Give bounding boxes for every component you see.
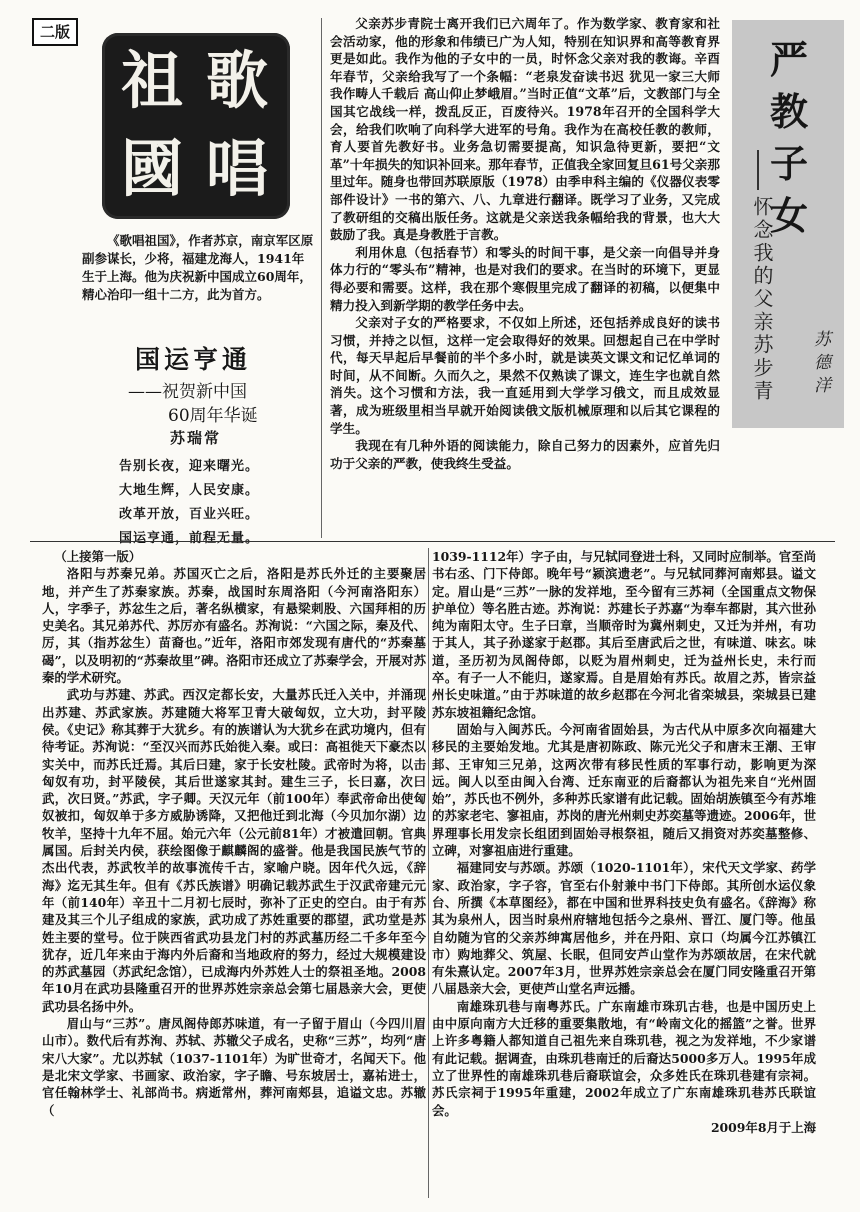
history-paragraph <box>42 1015 426 1119</box>
paragraph-lead: 南雄珠玑巷与南粤苏氏。 <box>456 998 599 1014</box>
history-paragraph <box>432 721 816 859</box>
article-paragraph: 父亲对子女的严格要求，不仅如上所述，还包括养成良好的读书习惯，并持之以恒，这样一定会取得好的效果。回想起自己在中学时代，每天早起后早餐前的半个多小时，就是读英文课文和记忆单词的时间，从不间断。久而久之，果然不仅熟读了课文，连生字也就自然消失。这个习惯和方法，我一直延用到大学学习俄文，而且成效显著，成为班级里相当早就开始阅读俄文版机械原理和以后其它课程的学生。 <box>330 315 720 436</box>
paragraph-text: 广东南雄市珠玑古巷，也是中国历史上由中原向南方大迁移的重要集散地，有“岭南文化的摇篮”之誉。世界上许多粤籍人都知道自己祖先来自珠玑巷，视之为发祥地，不少家谱有此记载。据调查，由珠玑巷南迁的后裔达5000多万人。1995年成立了世界性的南雄珠玑巷后裔联谊会，众多姓氏在珠玑巷建有宗祠。苏氏宗祠于1995年重建，2002年成立了广东南雄珠玑巷苏氏联谊会。 <box>432 998 817 1118</box>
memoir-article <box>330 15 720 472</box>
poem-line: 国运亨通，前程无量。 <box>119 531 260 546</box>
headline-author: 苏德洋 <box>810 330 830 399</box>
history-paragraph <box>42 686 426 1015</box>
paragraph-text: 唐凤阁侍郎苏味道，有一子留于眉山（今四川眉山市）。数代后有苏洵、苏轼、苏辙父子成名，史称“三苏”，均列“唐宋八大家”。尤以苏轼（1037-1101年）为旷世奇才，名闻天下。他是北宋文学家、书画家、政治家，字子瞻、号东坡居士，嘉祐进士，官任翰林学士、礼部尚书。病逝常州，葬河南郏县，追谥文忠。苏辙（ <box>42 1016 426 1118</box>
column-divider <box>321 18 322 538</box>
poem-line: 改革开放，百业兴旺。 <box>119 507 260 522</box>
paragraph-lead: 洛阳与苏秦兄弟。 <box>66 566 174 582</box>
seal-caption: 《歌唱祖国》，作者苏京，南京军区原副参谋长，少将，福建龙海人，1941年生于上海。他为庆祝新中国成立60周年，精心治印一组十二方，此为首方。 <box>82 233 314 302</box>
headline-char: 子 <box>769 142 808 186</box>
headline-char: 严 <box>769 38 808 82</box>
paragraph-text: 苏颂（1020-1101年），宋代天文学家、药学家、政治家，字子容，官至右仆射兼中书门下侍郎。其所创水运仪象台、所撰《本草图经》，都在中国和世界科技史负有盛名。《辞海》称其为泉州人，因当时泉州府辖地包括今之泉州、晋江、厦门等。他虽自幼随为官的父亲苏绅寓居他乡，并在丹阳、京口（均属今江苏镇江市）购地葬父、筑屋、长眠，但同安芦山堂作为苏颂故居，在宋代就有朱熹认定。2007年3月，世界苏姓宗亲总会在厦门同安隆重召开第八届恳亲大会，更使芦山堂名声远播。 <box>432 860 817 997</box>
poem-line: 告别长夜，迎来曙光。 <box>119 459 260 474</box>
history-paragraph <box>42 565 426 686</box>
poem-subtitle-line1: ——祝贺新中国 <box>128 382 247 402</box>
seal-char: 歌 <box>205 44 268 117</box>
article-paragraph: 父亲苏步青院士离开我们已六周年了。作为数学家、教育家和社会活动家，他的形象和伟绩已广为人知，特别在知识界和高等教育界更是如此。我作为他的子女中的一员，时怀念父亲对我的教诲。辛酉年春节，父亲给我写了一个条幅：“老泉发奋读书迟 犹见一家三大师 我作畴人千载后 高山仰止梦峨眉。”当时正值“文革”后，文教部门与全国其它战线一样，拨乱反正，百废待兴。1978年召开的全国科学大会，给我们吹响了向科学大进军的号角。我作为在高校任教的教师，育人要首先教好书。业务急切需要提高，知识急待更新，要把“文革”十年损失的知识补回来。那年春节，正值我全家回复旦61号父亲那里过年。随身也带回苏联原版（1978）由季申科主编的《仪器仪表零部件设计》一书的第六、八、九章进行翻译。既学习了业务，又完成了教研组的交稿出版任务。这就是父亲送我条幅给我的背景，也大大鼓励了我。真是身教胜于言教。 <box>330 16 720 243</box>
column-divider <box>428 548 429 1198</box>
headline-char: 教 <box>769 90 808 134</box>
seal-char: 祖 <box>120 44 183 117</box>
paragraph-text: 1039-1112年）字子由，与兄轼同登进士科，又同时应制举。官至尚书右丞、门下侍郎。晚年号“颍滨遗老”。与兄轼同葬河南郏县。谥文定。眉山是“三苏”一脉的发祥地，至今留有三苏祠（全国重点文物保护单位）等名胜古迹。苏洵说：苏建长子苏嘉“为奉车都尉，其六世孙纯为南阳太守。生子曰章，当顺帝时为冀州刺史，又迁为并州，有功于其人，其子孙遂家于赵郡。其后至唐武后之世，有味道、味玄。味道，圣历初为凤阁侍郎，以贬为眉州刺史，迁为益州长史，未行而卒。有子一人不能归，遂家焉。自是眉始有苏氏。故眉之苏，皆宗益州长史味道。”由于苏味道的故乡赵郡在今河北省栾城县，栾城县已建苏东坡祖籍纪念馆。 <box>432 549 816 720</box>
sign-off: 2009年8月于上海 <box>710 1119 816 1135</box>
history-column-left <box>42 548 426 1119</box>
edition-label: 二版 <box>32 18 78 46</box>
continued-label: （上接第一版） <box>54 549 142 564</box>
headline-subtitle: 怀念我的父亲苏步青 <box>750 196 774 403</box>
article-paragraph: 我现在有几种外语的阅读能力，除自己努力的因素外，应首先归功于父亲的严教，使我终生受益。 <box>330 438 720 471</box>
paragraph-lead: 眉山与“三苏”。 <box>66 1016 159 1032</box>
history-paragraph <box>432 548 816 721</box>
history-column-right <box>432 548 816 1136</box>
seal-char: 唱 <box>205 132 268 205</box>
seal-image <box>102 33 290 219</box>
paragraph-text: 西汉定都长安，大量苏氏迁入关中，并涌现出苏建、苏武家族。苏建随大将军卫青大破匈奴，立大功，封平陵侯。《史记》称其葬于大犹乡。有的族谱认为大犹乡在武功境内，但有待考证。苏洵说：“至汉兴而苏氏始徙入秦。或曰：高祖徙天下豪杰以实关中，而苏氏迁焉。其后曰建，家于长安杜陵。武帝时为将，以击匈奴有功，封平陵侯，其后世遂家其封。建生三子，长曰嘉，次曰武，次曰贤。”苏武，字子卿。天汉元年（前100年）奉武帝命出使匈奴被扣，匈奴单于多方威胁诱降，又把他迁到北海（今贝加尔湖）边牧羊，坚持十九年不屈。始元六年（公元前81年）才被遣回朝。官典属国。后封关内侯，获绘图像于麒麟阁的盛誉。他是我国民族气节的杰出代表，苏武牧羊的故事流传千古，家喻户晓。因年代久远，《辞海》迄无其生年。但有《苏氏族谱》明确记载苏武生于汉武帝建元元年（前140年）辛丑十二月初七辰时，弥补了正史的空白。由于有苏建及其三个儿子组成的家族，武功成了苏姓重要的郡望，武功堂是苏姓主要的堂号。位于陕西省武功县龙门村的苏武墓历经二千多年至今犹存，近几年来由于海内外后裔和当地政府的努力，经过大规模建设的苏武墓园（苏武纪念馆），已成海内外苏姓人士的祭祖圣地。2008年10月在武功县隆重召开的世界苏姓宗亲总会第七届恳亲大会，更使武功县名扬中外。 <box>42 687 427 1014</box>
poem-author: 苏瑞常 <box>170 429 222 447</box>
paragraph-lead: 固始与入闽苏氏。 <box>456 721 560 737</box>
headline-dash <box>757 150 759 190</box>
history-paragraph <box>432 859 816 997</box>
paragraph-lead: 武功与苏建、苏武。 <box>66 687 183 703</box>
paragraph-text: 今河南省固始县，为古代从中原多次向福建大移民的主要始发地。尤其是唐初陈政、陈元光父子和唐末王潮、王审邽、王审知三兄弟，这两次带有移民性质的军事行动，影响更为深远。闽人以至由闽入台湾、迁东南亚的后裔都认为祖先来自“光州固始”，苏氏也不例外，多种苏氏家谱有此记载。固始胡族镇至今有苏堆的苏家老宅、寥祖庙，苏岗的唐光州刺史苏奕墓等遗迹。2006年，世界理事长用发宗长组团到固始寻根祭祖，随后又捐资对苏奕墓整修、立碑，对寥祖庙进行重建。 <box>432 721 817 859</box>
seal-char: 國 <box>120 132 183 205</box>
article-paragraph: 利用休息（包括春节）和零头的时间干事，是父亲一向倡导并身体力行的“零头布”精神，也是对我们的要求。在当时的环境下，更显得必要和需要。这样，我在那个寒假里完成了翻译的初稿，以便集中精力投入到新学期的教学任务中去。 <box>330 244 720 313</box>
section-divider <box>30 541 835 542</box>
headline-char: 女 <box>769 194 808 238</box>
paragraph-text: 苏国灭亡之后，洛阳是苏氏外迁的主要聚居地，并产生了苏秦家族。苏秦，战国时东周洛阳（今河南洛阳东）人，字季子，苏忿生之后，著名纵横家，有悬梁刺股、六国拜相的历史美名。其兄弟苏代、苏厉亦有盛名。苏洵说：“六国之际，秦及代、厉，其（指苏忿生）苗裔也。”近年，洛阳市郊发现有唐代的“苏秦墓碣”，以及明初的“苏秦故里”碑。洛阳市还成立了苏秦学会，开展对苏秦的学术研究。 <box>42 566 427 686</box>
poem-line: 大地生辉，人民安康。 <box>119 483 260 498</box>
poem-subtitle-line2: 60周年华诞 <box>168 406 258 426</box>
poem-title: 国运亨通 <box>135 345 252 374</box>
paragraph-lead: 福建同安与苏颂。 <box>456 860 559 876</box>
history-paragraph <box>432 998 816 1119</box>
